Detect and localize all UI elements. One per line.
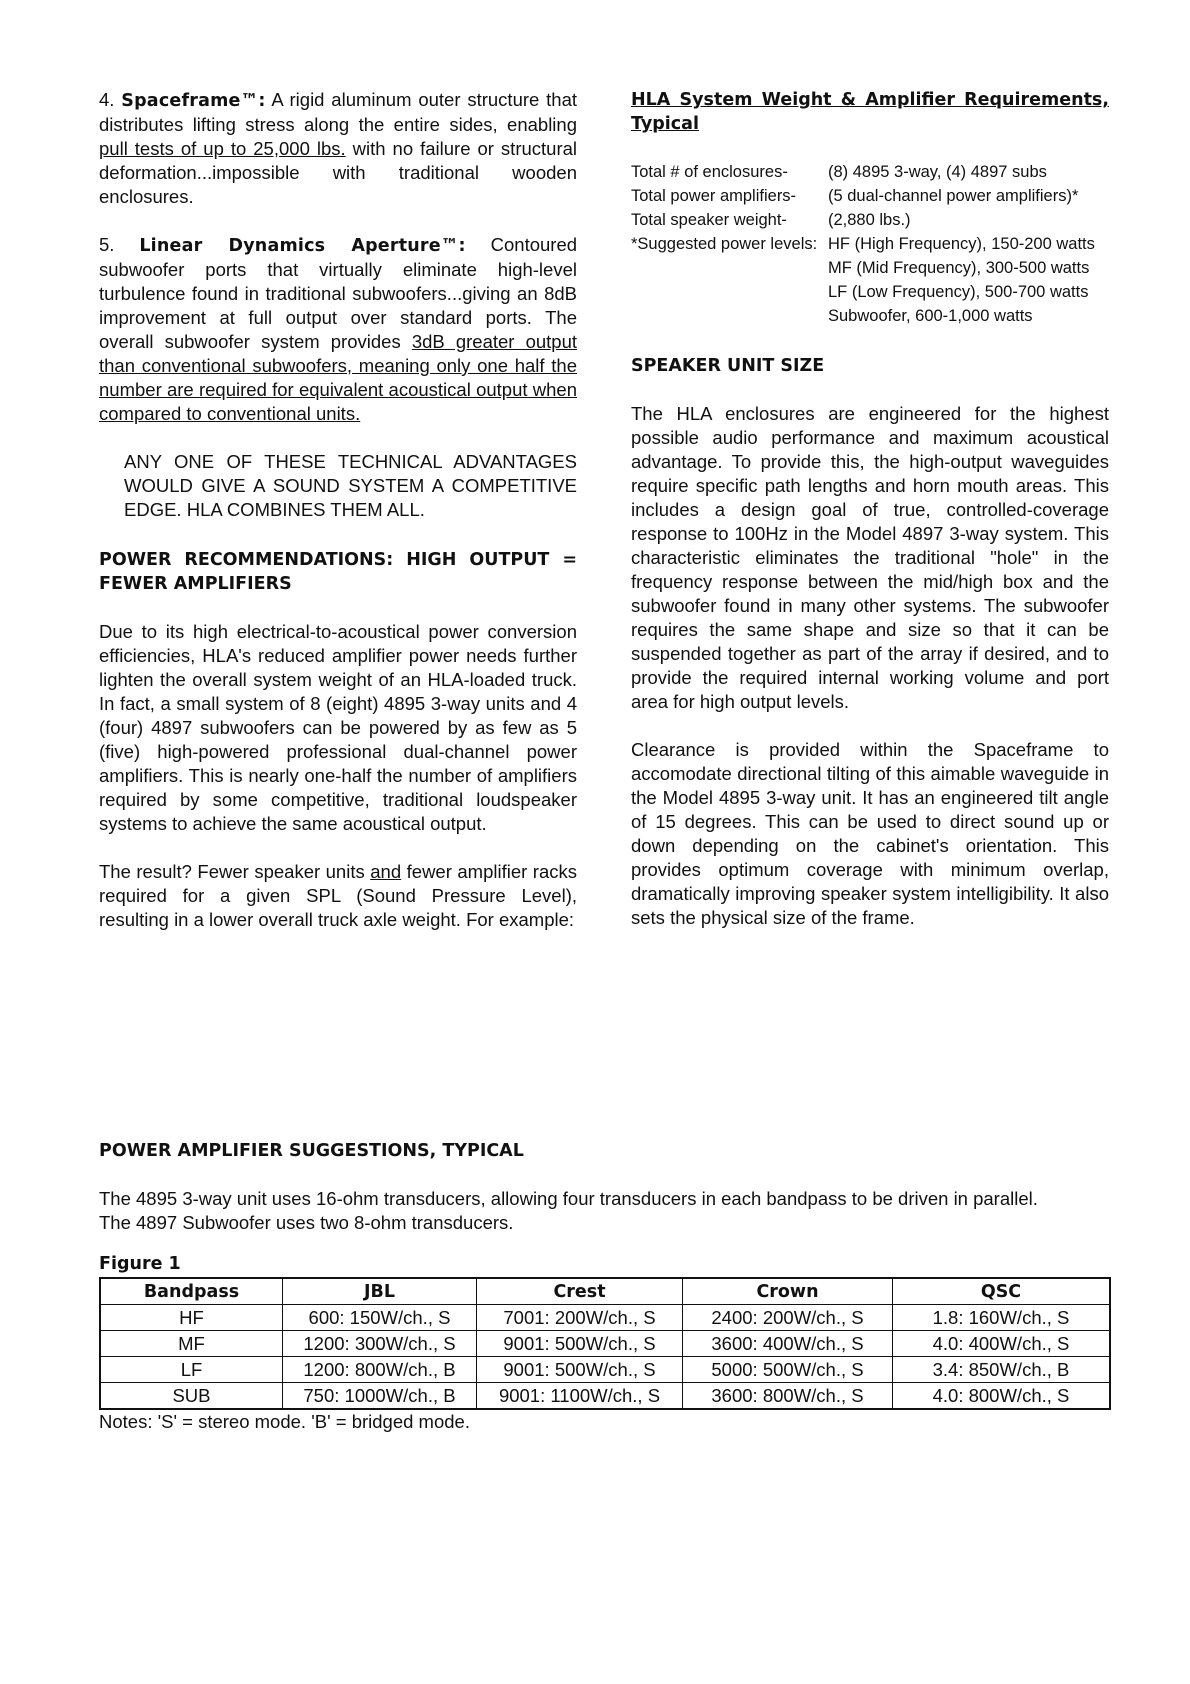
table-notes: Notes: 'S' = stereo mode. 'B' = bridged mode. [99, 1411, 470, 1432]
callout-block [99, 450, 577, 522]
table-cell: 7001: 200W/ch., S [477, 1305, 683, 1331]
suggested-value: HF (High Frequency), 150-200 watts [828, 235, 1095, 253]
item-number: 5. [99, 234, 115, 255]
power-paragraph-2 [99, 860, 577, 932]
table-row [100, 1331, 1110, 1357]
table-cell: 3600: 800W/ch., S [683, 1383, 893, 1410]
figure-label: Figure 1 [99, 1254, 181, 1274]
result-text-end: fewer amplifier racks required for a given SPL (Sound Pressure Level), resulting in a lower overall truck axle weight. For example: [99, 861, 578, 930]
right-column [631, 88, 1109, 954]
amplifier-suggestions-heading: POWER AMPLIFIER SUGGESTIONS, TYPICAL [99, 1141, 524, 1161]
table-cell: 1200: 300W/ch., S [283, 1331, 477, 1357]
spaceframe-term: Spaceframe™: [121, 91, 266, 111]
column-header: JBL [283, 1278, 477, 1305]
table-row [100, 1305, 1110, 1331]
table-row [100, 1383, 1110, 1410]
summary-row [631, 184, 1109, 208]
callout-text: ANY ONE OF THESE TECHNICAL ADVANTAGES WOULD GIVE A SOUND SYSTEM A COMPETITIVE EDGE. HLA COMBINES THEM ALL. [124, 451, 577, 520]
table-cell: 5000: 500W/ch., S [683, 1357, 893, 1383]
table-cell: 3.4: 850W/ch., B [893, 1357, 1111, 1383]
table-cell: 4.0: 800W/ch., S [893, 1383, 1111, 1410]
intro-line-2: The 4897 Subwoofer uses two 8-ohm transducers. [99, 1212, 514, 1233]
result-text: The result? Fewer speaker units [99, 861, 365, 882]
table-cell: HF [100, 1305, 283, 1331]
amplifier-intro [99, 1187, 1111, 1235]
item-number: 4. [99, 89, 115, 110]
system-summary [631, 160, 1109, 328]
spaceframe-text: A rigid aluminum outer structure that distributes lifting stress along the entire sides, enabling [99, 89, 578, 135]
table-row [100, 1357, 1110, 1383]
column-header: QSC [893, 1278, 1111, 1305]
table-cell: LF [100, 1357, 283, 1383]
aperture-term: Linear Dynamics Aperture™: [139, 236, 466, 256]
table-header-row [100, 1278, 1110, 1305]
size-paragraph-2: Clearance is provided within the Spaceframe to accomodate directional tilting of this aimable waveguide in the Model 4895 3-way unit. It has an engineered tilt angle of 15 degrees. This can be used to direct sound up or down depending on the cabinet's orientation. This provides optimum coverage with minimum overlap, dramatically improving speaker system intelligibility. It also sets the physical size of the frame. [631, 739, 1109, 928]
table-cell: 9001: 1100W/ch., S [477, 1383, 683, 1410]
summary-value: (8) 4895 3-way, (4) 4897 subs [828, 163, 1047, 181]
table-cell: 3600: 400W/ch., S [683, 1331, 893, 1357]
speaker-unit-size-heading: SPEAKER UNIT SIZE [631, 356, 825, 376]
table-cell: 750: 1000W/ch., B [283, 1383, 477, 1410]
summary-value: (2,880 lbs.) [828, 211, 911, 229]
size-paragraph-1: The HLA enclosures are engineered for the highest possible audio performance and maximum acoustical advantage. To provide this, the high-output waveguides require specific path lengths and horn mouth areas. This includes a design goal of true, controlled-coverage response to 100Hz in the Model 4897 3-way system. This characteristic eliminates the traditional "hole" in the frequency response between the mid/high box and the subwoofer found in many other systems. The subwoofer requires the same shape and size so that it can be suspended together as part of the array if desired, and to provide the required internal working volume and port area for high output levels. [631, 403, 1109, 712]
amplifier-table [99, 1277, 1111, 1410]
table-cell: MF [100, 1331, 283, 1357]
summary-row [631, 208, 1109, 232]
spaceframe-text-end: with no failure or structural deformation...impossible with traditional wooden enclosures. [99, 138, 578, 207]
table-cell: 4.0: 400W/ch., S [893, 1331, 1111, 1357]
table-cell: 600: 150W/ch., S [283, 1305, 477, 1331]
spaceframe-paragraph [99, 88, 577, 209]
pull-test-text: pull tests of up to 25,000 lbs. [99, 138, 346, 159]
column-header: Crown [683, 1278, 893, 1305]
aperture-paragraph [99, 233, 577, 426]
summary-key: Total power amplifiers- [631, 187, 797, 205]
table-cell: 1200: 800W/ch., B [283, 1357, 477, 1383]
column-header: Bandpass [100, 1278, 283, 1305]
intro-line-1: The 4895 3-way unit uses 16-ohm transducers, allowing four transducers in each bandpass to be driven in parallel. [99, 1188, 1038, 1209]
column-header: Crest [477, 1278, 683, 1305]
weight-requirements-heading: HLA System Weight & Amplifier Requirements, Typical [631, 90, 1109, 134]
table-cell: SUB [100, 1383, 283, 1410]
table-cell: 2400: 200W/ch., S [683, 1305, 893, 1331]
summary-value: (5 dual-channel power amplifiers)* [828, 187, 1079, 205]
summary-row [631, 232, 1109, 256]
table-cell: 9001: 500W/ch., S [477, 1357, 683, 1383]
table-cell: 9001: 500W/ch., S [477, 1331, 683, 1357]
suggested-key: *Suggested power levels: [631, 235, 818, 253]
suggested-value: MF (Mid Frequency), 300-500 watts [828, 259, 1090, 277]
and-text: and [370, 861, 402, 882]
aperture-text: Contoured subwoofer ports that virtually eliminate high-level turbulence found in traditional subwoofers...giving an 8dB improvement at full output over standard ports. The overall subwoofer system provides [99, 234, 578, 352]
aperture-underlined-text: 3dB greater output than conventional subwoofers, meaning only one half the number are required for equivalent acoustical output when compared to conventional units. [99, 331, 577, 424]
left-column [99, 88, 577, 956]
power-recommendations-heading: POWER RECOMMENDATIONS: HIGH OUTPUT = FEWER AMPLIFIERS [99, 550, 577, 594]
amplifier-suggestions-section [99, 1139, 1111, 1434]
power-paragraph-1: Due to its high electrical-to-acoustical power conversion efficiencies, HLA's reduced amplifier power needs further lighten the overall system weight of an HLA-loaded truck. In fact, a small system of 8 (eight) 4895 3-way units and 4 (four) 4897 subwoofers can be powered by as few as 5 (five) high-powered professional dual-channel power amplifiers. This is nearly one-half the number of amplifiers required by some competitive, traditional loudspeaker systems to achieve the same acoustical output. [99, 621, 577, 834]
summary-row [631, 160, 1109, 184]
suggested-value: Subwoofer, 600-1,000 watts [828, 307, 1033, 325]
summary-key: Total speaker weight- [631, 211, 787, 229]
table-cell: 1.8: 160W/ch., S [893, 1305, 1111, 1331]
summary-key: Total # of enclosures- [631, 163, 788, 181]
suggested-value: LF (Low Frequency), 500-700 watts [828, 283, 1089, 301]
